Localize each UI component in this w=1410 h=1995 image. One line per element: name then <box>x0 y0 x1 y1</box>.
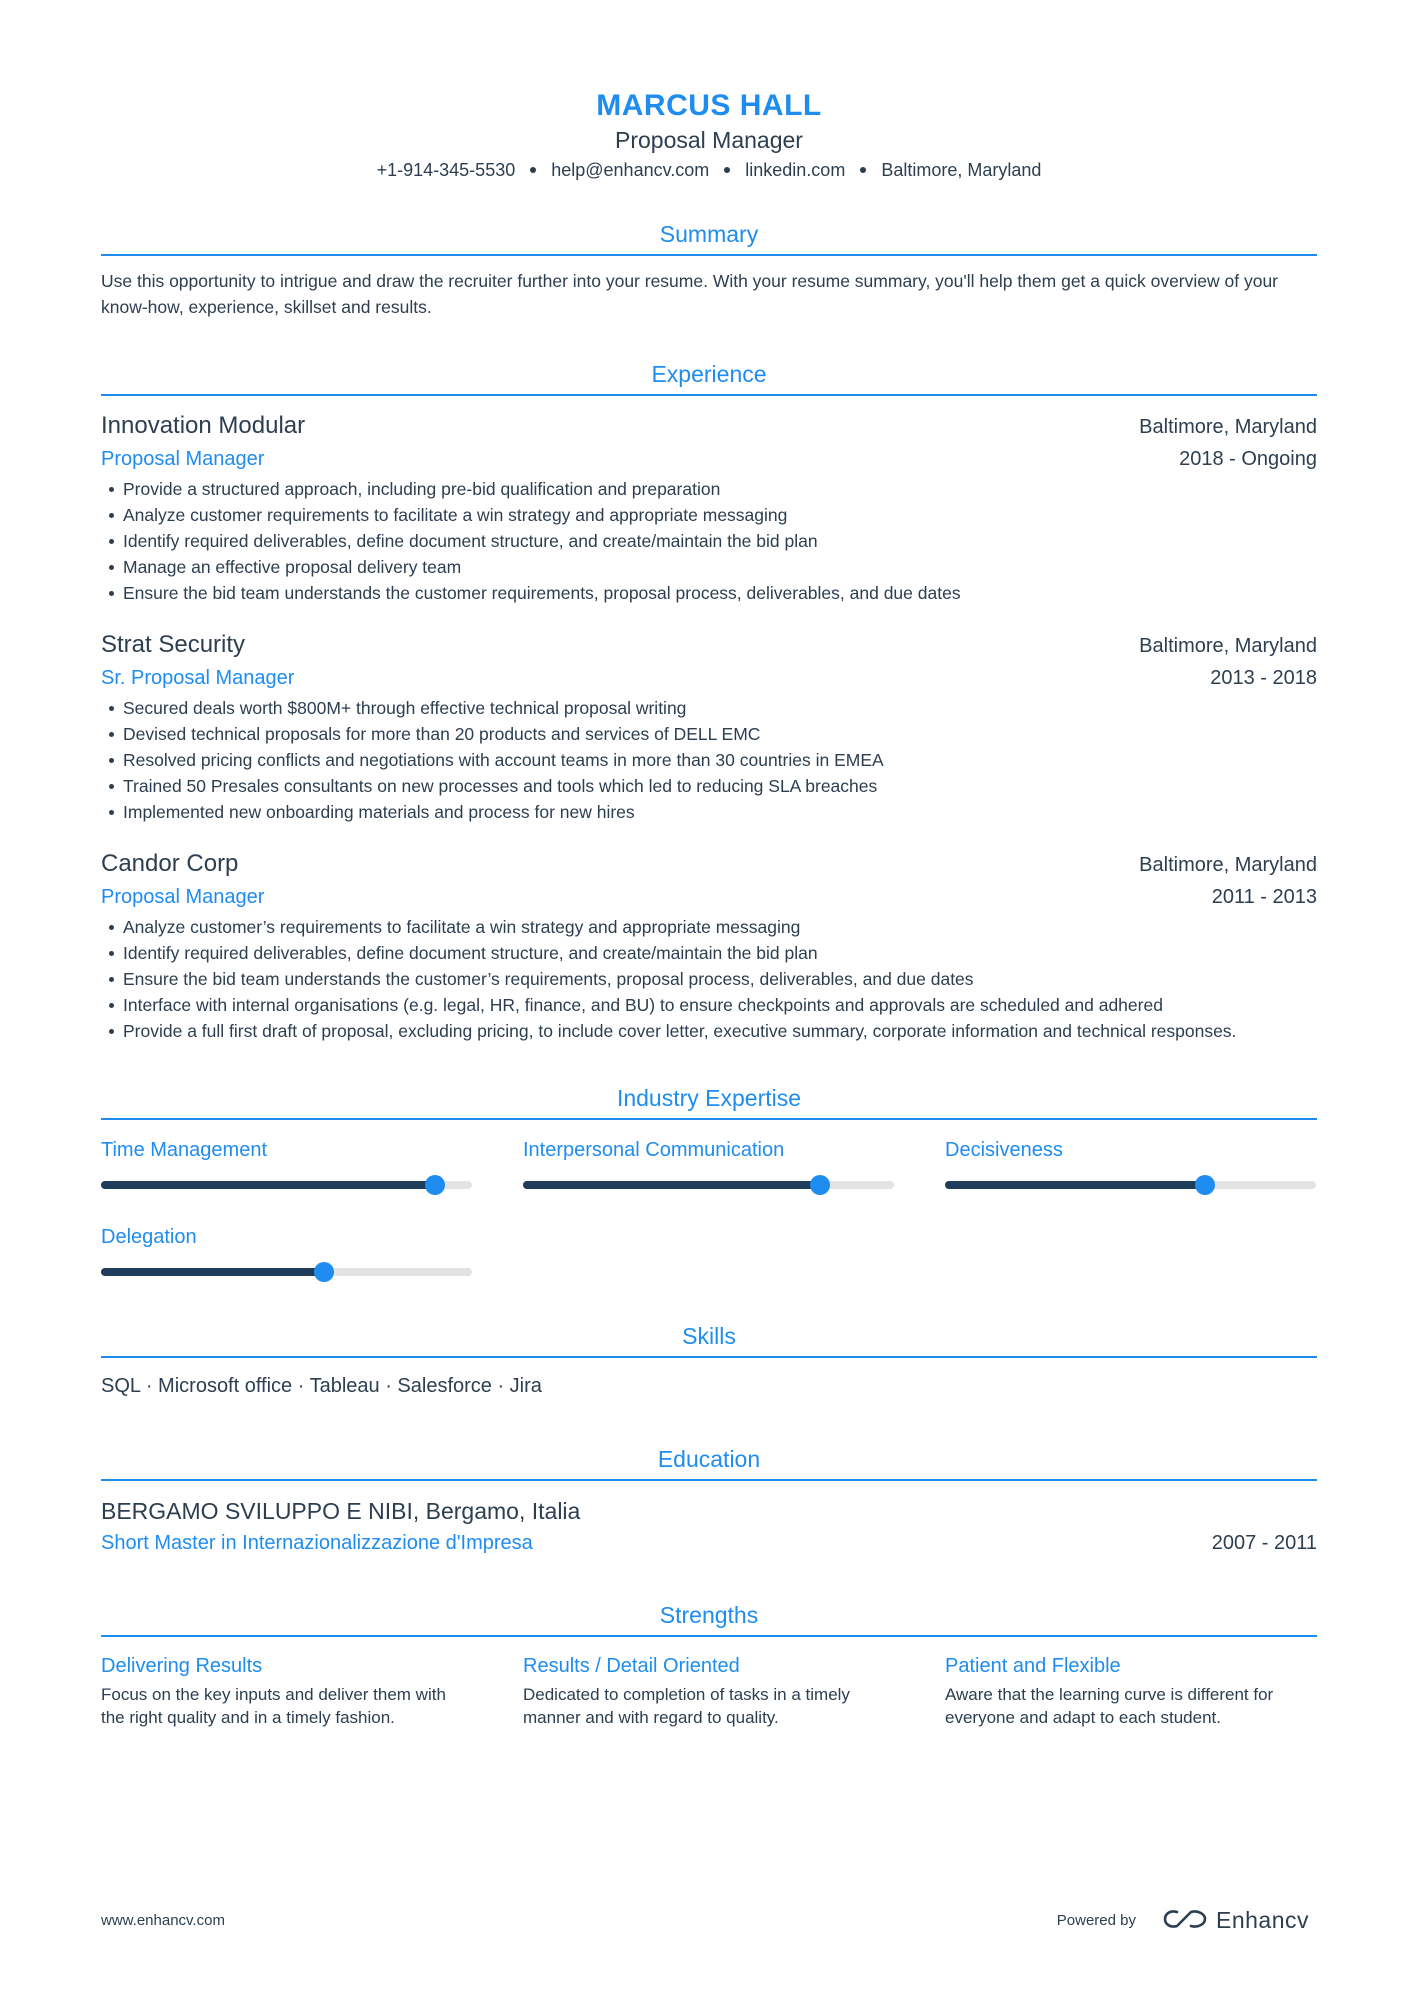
bullet-item: Manage an effective proposal delivery team <box>101 554 1317 580</box>
section-title-expertise: Industry Expertise <box>101 1084 1317 1120</box>
separator-dot <box>860 167 866 173</box>
expertise-name: Time Management <box>101 1139 267 1161</box>
job-dates: 2011 - 2013 <box>1211 886 1317 908</box>
experience-item <box>101 410 1317 606</box>
location: Baltimore, Maryland <box>881 160 1042 180</box>
expertise-bar-knob <box>425 1175 445 1195</box>
job-location: Baltimore, Maryland <box>1139 416 1317 438</box>
strength-item <box>945 1652 1316 1729</box>
education-school: BERGAMO SVILUPPO E NIBI, Bergamo, Italia <box>101 1498 581 1524</box>
expertise-item <box>101 1223 472 1276</box>
bullet-item: Ensure the bid team understands the customer requirements, proposal process, deliverables, and due dates <box>101 580 1317 606</box>
education-degree: Short Master in Internazionalizzazione d'Impresa <box>101 1532 533 1554</box>
strength-description: Focus on the key inputs and deliver them with the right quality and in a timely fashion. <box>101 1685 446 1727</box>
expertise-bar-fill <box>523 1181 820 1189</box>
education-section <box>101 1445 1317 1559</box>
skills-list: SQL · Microsoft office · Tableau · Salesforce · Jira <box>101 1375 542 1397</box>
strengths-grid <box>101 1652 1317 1729</box>
experience-item <box>101 848 1317 1044</box>
expertise-name: Delegation <box>101 1226 197 1248</box>
experience-item <box>101 629 1317 825</box>
resume-page <box>101 0 1317 1729</box>
job-location: Baltimore, Maryland <box>1139 854 1317 876</box>
expertise-bar <box>101 1181 472 1189</box>
expertise-name: Interpersonal Communication <box>523 1139 785 1161</box>
section-title-experience: Experience <box>101 360 1317 396</box>
candidate-title: Proposal Manager <box>615 127 803 153</box>
strengths-section <box>101 1601 1317 1729</box>
bullet-item: Analyze customer requirements to facilitate a win strategy and appropriate messaging <box>101 502 1317 528</box>
enhancv-brand[interactable] <box>1162 1907 1309 1934</box>
bullet-item: Implemented new onboarding materials and process for new hires <box>101 799 1317 825</box>
expertise-bar-fill <box>101 1268 324 1276</box>
education-dates: 2007 - 2011 <box>1211 1532 1317 1554</box>
summary-text: Use this opportunity to intrigue and draw the recruiter further into your resume. With your resume summary, you'll help them get a quick overview of your know-how, experience, skillset and results. <box>101 271 1279 317</box>
section-title-skills: Skills <box>101 1322 1317 1358</box>
bullet-item: Identify required deliverables, define document structure, and create/maintain the bid plan <box>101 940 1317 966</box>
strength-item <box>523 1652 894 1729</box>
expertise-item <box>523 1136 894 1189</box>
job-position: Proposal Manager <box>101 886 265 908</box>
summary-section <box>101 220 1317 320</box>
expertise-bar-knob <box>314 1262 334 1282</box>
company-name: Strat Security <box>101 631 246 658</box>
contact-line <box>101 156 1317 184</box>
expertise-item <box>101 1136 472 1189</box>
expertise-bar <box>101 1268 472 1276</box>
job-dates: 2018 - Ongoing <box>1179 448 1317 470</box>
job-bullets <box>101 914 1317 1044</box>
strength-item <box>101 1652 472 1729</box>
expertise-name: Decisiveness <box>945 1139 1063 1161</box>
bullet-item: Devised technical proposals for more than 20 products and services of DELL EMC <box>101 721 1317 747</box>
section-title-education: Education <box>101 1445 1317 1481</box>
company-name: Candor Corp <box>101 850 239 877</box>
job-position: Proposal Manager <box>101 448 265 470</box>
expertise-bar <box>523 1181 894 1189</box>
enhancv-logo-icon <box>1162 1908 1208 1934</box>
job-dates: 2013 - 2018 <box>1210 667 1317 689</box>
bullet-item: Secured deals worth $800M+ through effective technical proposal writing <box>101 695 1317 721</box>
company-name: Innovation Modular <box>101 412 306 439</box>
bullet-item: Provide a structured approach, including pre-bid qualification and preparation <box>101 476 1317 502</box>
powered-by-label: Powered by <box>1056 1912 1136 1929</box>
footer-branding <box>1057 1907 1309 1934</box>
experience-section <box>101 360 1317 1044</box>
expertise-bar-knob <box>1195 1175 1215 1195</box>
bullet-item: Identify required deliverables, define document structure, and create/maintain the bid plan <box>101 528 1317 554</box>
job-bullets <box>101 476 1317 606</box>
bullet-item: Analyze customer’s requirements to facilitate a win strategy and appropriate messaging <box>101 914 1317 940</box>
strength-title: Results / Detail Oriented <box>523 1655 740 1677</box>
job-bullets <box>101 695 1317 825</box>
expertise-bar <box>945 1181 1316 1189</box>
expertise-bar-fill <box>945 1181 1205 1189</box>
resume-header <box>101 0 1317 184</box>
strength-title: Patient and Flexible <box>945 1655 1121 1677</box>
bullet-item: Ensure the bid team understands the customer’s requirements, proposal process, deliverables, and due dates <box>101 966 1317 992</box>
expertise-section <box>101 1084 1317 1276</box>
phone: +1-914-345-5530 <box>376 160 516 180</box>
footer-website-link[interactable]: www.enhancv.com <box>101 1912 225 1929</box>
expertise-item <box>945 1136 1316 1189</box>
section-title-strengths: Strengths <box>101 1601 1317 1637</box>
separator-dot <box>724 167 730 173</box>
expertise-grid <box>101 1136 1317 1276</box>
bullet-item: Resolved pricing conflicts and negotiations with account teams in more than 30 countries in EMEA <box>101 747 1317 773</box>
page-footer <box>101 1907 1309 1934</box>
expertise-bar-knob <box>810 1175 830 1195</box>
strength-description: Aware that the learning curve is different for everyone and adapt to each student. <box>945 1685 1274 1727</box>
bullet-item: Interface with internal organisations (e.g. legal, HR, finance, and BU) to ensure checkpoints and approvals are scheduled and adhered <box>101 992 1317 1018</box>
email-link[interactable]: help@enhancv.com <box>551 160 710 180</box>
section-title-summary: Summary <box>101 220 1317 256</box>
candidate-name: MARCUS HALL <box>596 89 822 122</box>
separator-dot <box>530 167 536 173</box>
expertise-bar-fill <box>101 1181 435 1189</box>
job-position: Sr. Proposal Manager <box>101 667 295 689</box>
bullet-item: Provide a full first draft of proposal, excluding pricing, to include cover letter, executive summary, corporate information and technical responses. <box>101 1018 1317 1044</box>
brand-name: Enhancv <box>1215 1907 1309 1933</box>
skills-section <box>101 1322 1317 1400</box>
strength-title: Delivering Results <box>101 1655 263 1677</box>
job-location: Baltimore, Maryland <box>1139 635 1317 657</box>
strength-description: Dedicated to completion of tasks in a timely manner and with regard to quality. <box>523 1685 850 1727</box>
linkedin-link[interactable]: linkedin.com <box>745 160 846 180</box>
bullet-item: Trained 50 Presales consultants on new processes and tools which led to reducing SLA breaches <box>101 773 1317 799</box>
